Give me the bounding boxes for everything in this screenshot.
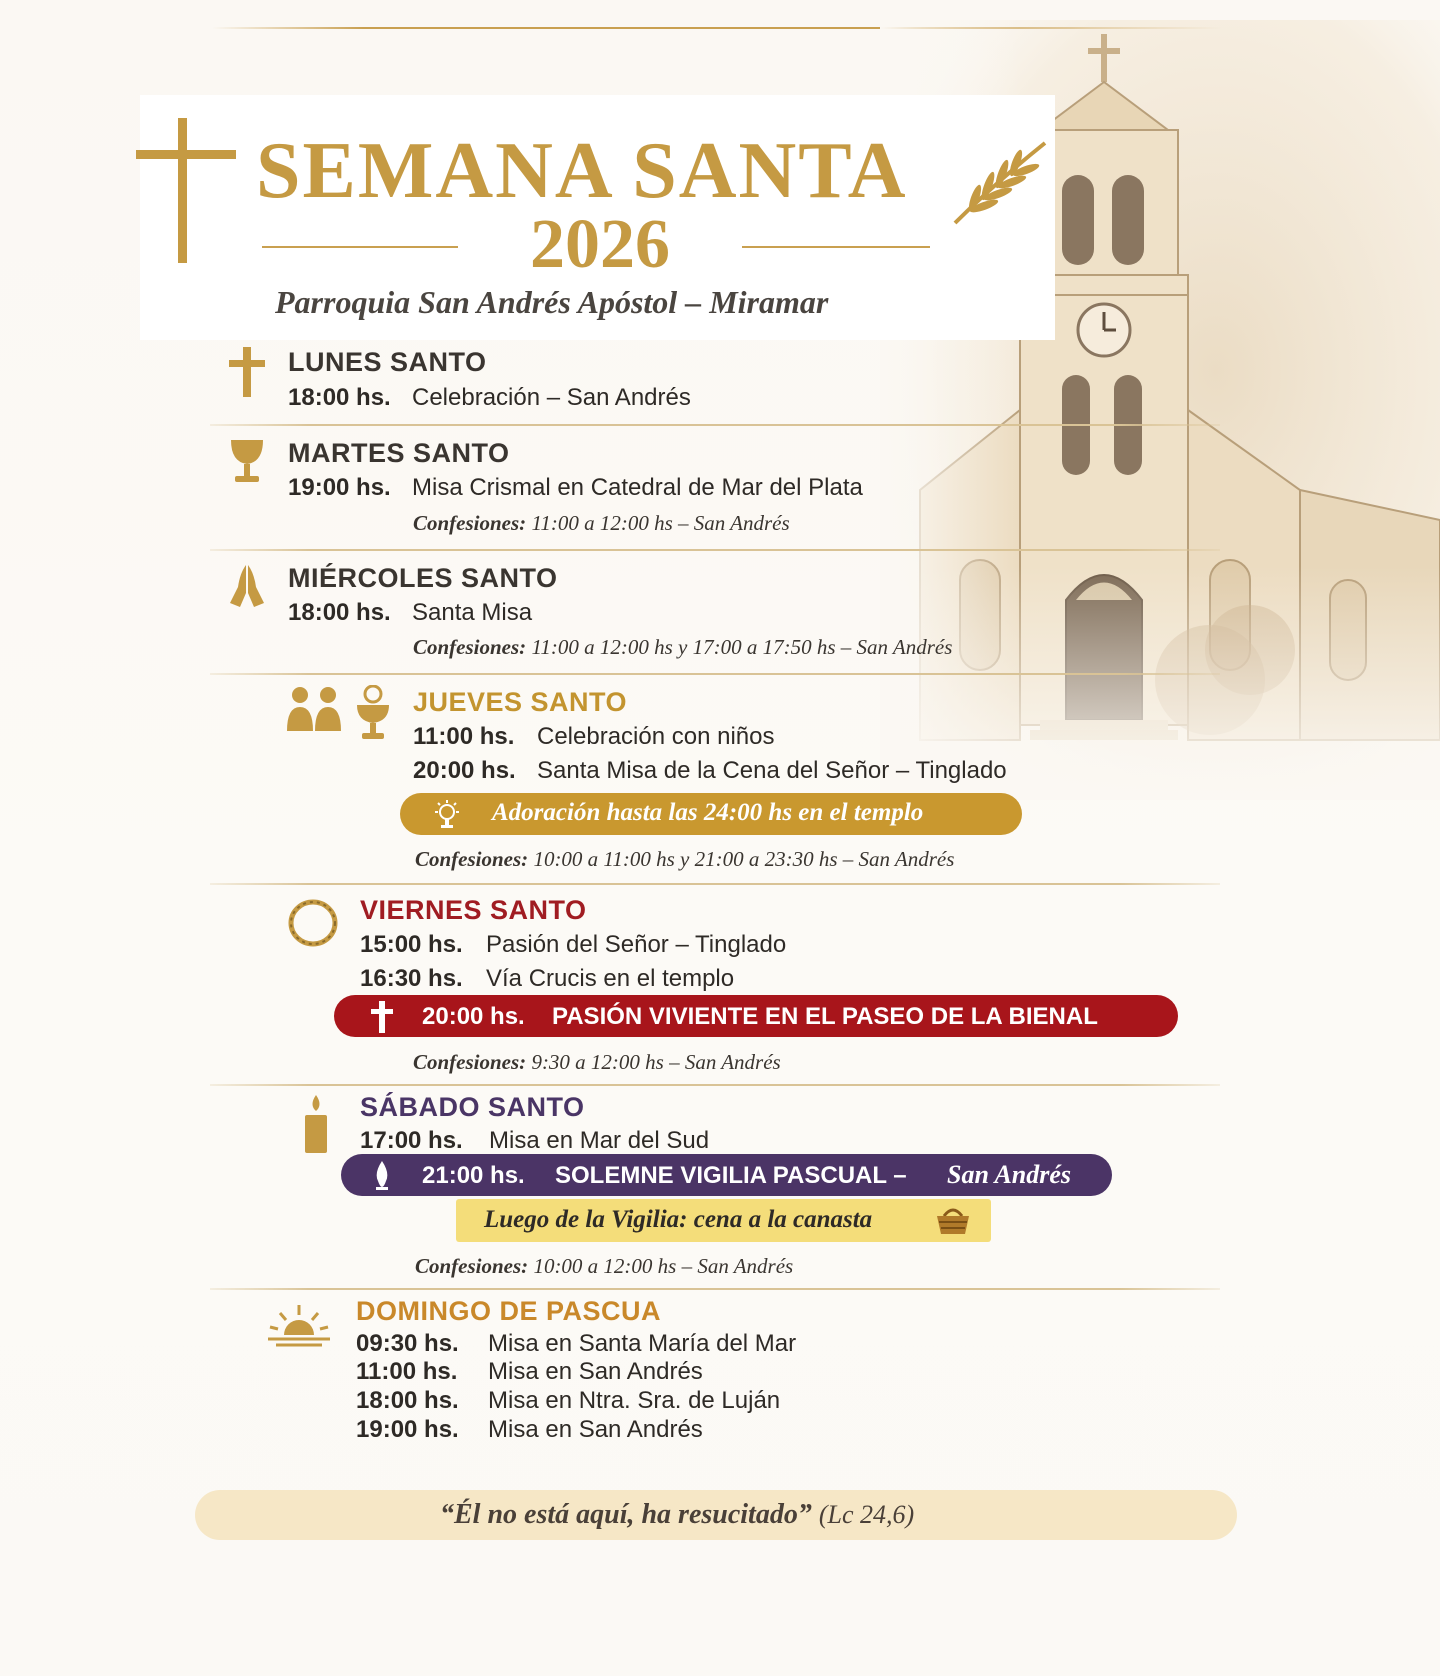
day-title-jueves: JUEVES SANTO: [413, 687, 628, 717]
confessions-miercoles: Confesiones: 11:00 a 12:00 hs y 17:00 a 17:50 hs – San Andrés: [413, 635, 953, 659]
day-title-martes: MARTES SANTO: [288, 438, 510, 468]
vigil-text: SOLEMNE VIGILIA PASCUAL –: [555, 1162, 907, 1189]
confessions-martes: Confesiones: 11:00 a 12:00 hs – San Andrés: [413, 511, 790, 535]
gold-cross-icon: [136, 118, 236, 263]
quote-reference: (Lc 24,6): [818, 1500, 915, 1529]
event-row: 18:00 hs. Misa en Ntra. Sra. de Luján: [356, 1387, 781, 1414]
event-row: 18:00 hs. Celebración – San Andrés: [288, 384, 691, 411]
sunrise-icon: [266, 1303, 332, 1349]
event-row: 19:00 hs. Misa Crismal en Catedral de Mar del Plata: [288, 474, 863, 501]
event-row: 15:00 hs. Pasión del Señor – Tinglado: [360, 931, 787, 958]
adoration-banner: [400, 793, 1022, 835]
vigil-time: 21:00 hs.: [422, 1162, 525, 1189]
vigil-place: San Andrés: [947, 1160, 1072, 1189]
divider: [210, 1288, 1220, 1290]
basket-icon: [934, 1204, 972, 1236]
divider: [210, 883, 1220, 885]
confessions-sabado: Confesiones: 10:00 a 12:00 hs – San Andrés: [415, 1254, 794, 1278]
page-year: 2026: [530, 206, 670, 283]
confessions-viernes: Confesiones: 9:30 a 12:00 hs – San Andrés: [413, 1050, 781, 1074]
monstrance-icon: [432, 799, 462, 829]
passion-text: PASIÓN VIVIENTE EN EL PASEO DE LA BIENAL: [552, 1003, 1098, 1030]
candle-icon: [303, 1095, 329, 1153]
divider: [210, 1084, 1220, 1086]
day-title-domingo: DOMINGO DE PASCUA: [356, 1296, 662, 1326]
quote-banner: [195, 1490, 1237, 1540]
family-chalice-icon: [285, 685, 390, 743]
divider: [210, 673, 1220, 675]
passion-banner: [334, 995, 1178, 1037]
basket-dinner-note: [456, 1199, 991, 1242]
page-subtitle: Parroquia San Andrés Apóstol – Miramar: [275, 284, 829, 320]
flame-icon: [371, 1159, 393, 1191]
event-row: 16:30 hs. Vía Crucis en el templo: [360, 965, 735, 992]
year-left-line: [262, 246, 458, 248]
day-title-viernes: VIERNES SANTO: [360, 895, 587, 925]
vigil-banner: [341, 1154, 1112, 1196]
day-title-miercoles: MIÉRCOLES SANTO: [288, 563, 558, 593]
event-row: 11:00 hs. Misa en San Andrés: [356, 1358, 703, 1385]
event-row: 17:00 hs. Misa en Mar del Sud: [360, 1127, 710, 1154]
divider: [210, 424, 1220, 426]
event-row: 18:00 hs. Santa Misa: [288, 599, 533, 626]
crown-of-thorns-icon: [286, 897, 340, 949]
year-right-line: [742, 246, 930, 248]
divider: [210, 549, 1220, 551]
event-row: 09:30 hs. Misa en Santa María del Mar: [356, 1330, 797, 1357]
chalice-icon: [229, 438, 265, 484]
palm-branch-icon: [950, 138, 1050, 228]
quote-text: “Él no está aquí, ha resucitado” (Lc 24,6): [440, 1499, 915, 1530]
cross-icon: [229, 347, 265, 397]
day-title-sabado: SÁBADO SANTO: [360, 1092, 585, 1122]
event-row: 20:00 hs. Santa Misa de la Cena del Señor – Tinglado: [413, 757, 1007, 784]
passion-time: 20:00 hs.: [422, 1003, 525, 1030]
event-row: 11:00 hs. Celebración con niños: [413, 723, 775, 750]
white-cross-icon: [370, 1001, 394, 1033]
page-title: SEMANA SANTA: [256, 127, 908, 215]
praying-hands-icon: [226, 563, 268, 609]
event-row: 19:00 hs. Misa en San Andrés: [356, 1416, 703, 1443]
confessions-jueves: Confesiones: 10:00 a 11:00 hs y 21:00 a 23:30 hs – San Andrés: [415, 847, 955, 871]
day-title-lunes: LUNES SANTO: [288, 347, 487, 377]
adoration-text: Adoración hasta las 24:00 hs en el templo: [492, 799, 924, 826]
basket-dinner-text: Luego de la Vigilia: cena a la canasta: [484, 1206, 873, 1233]
